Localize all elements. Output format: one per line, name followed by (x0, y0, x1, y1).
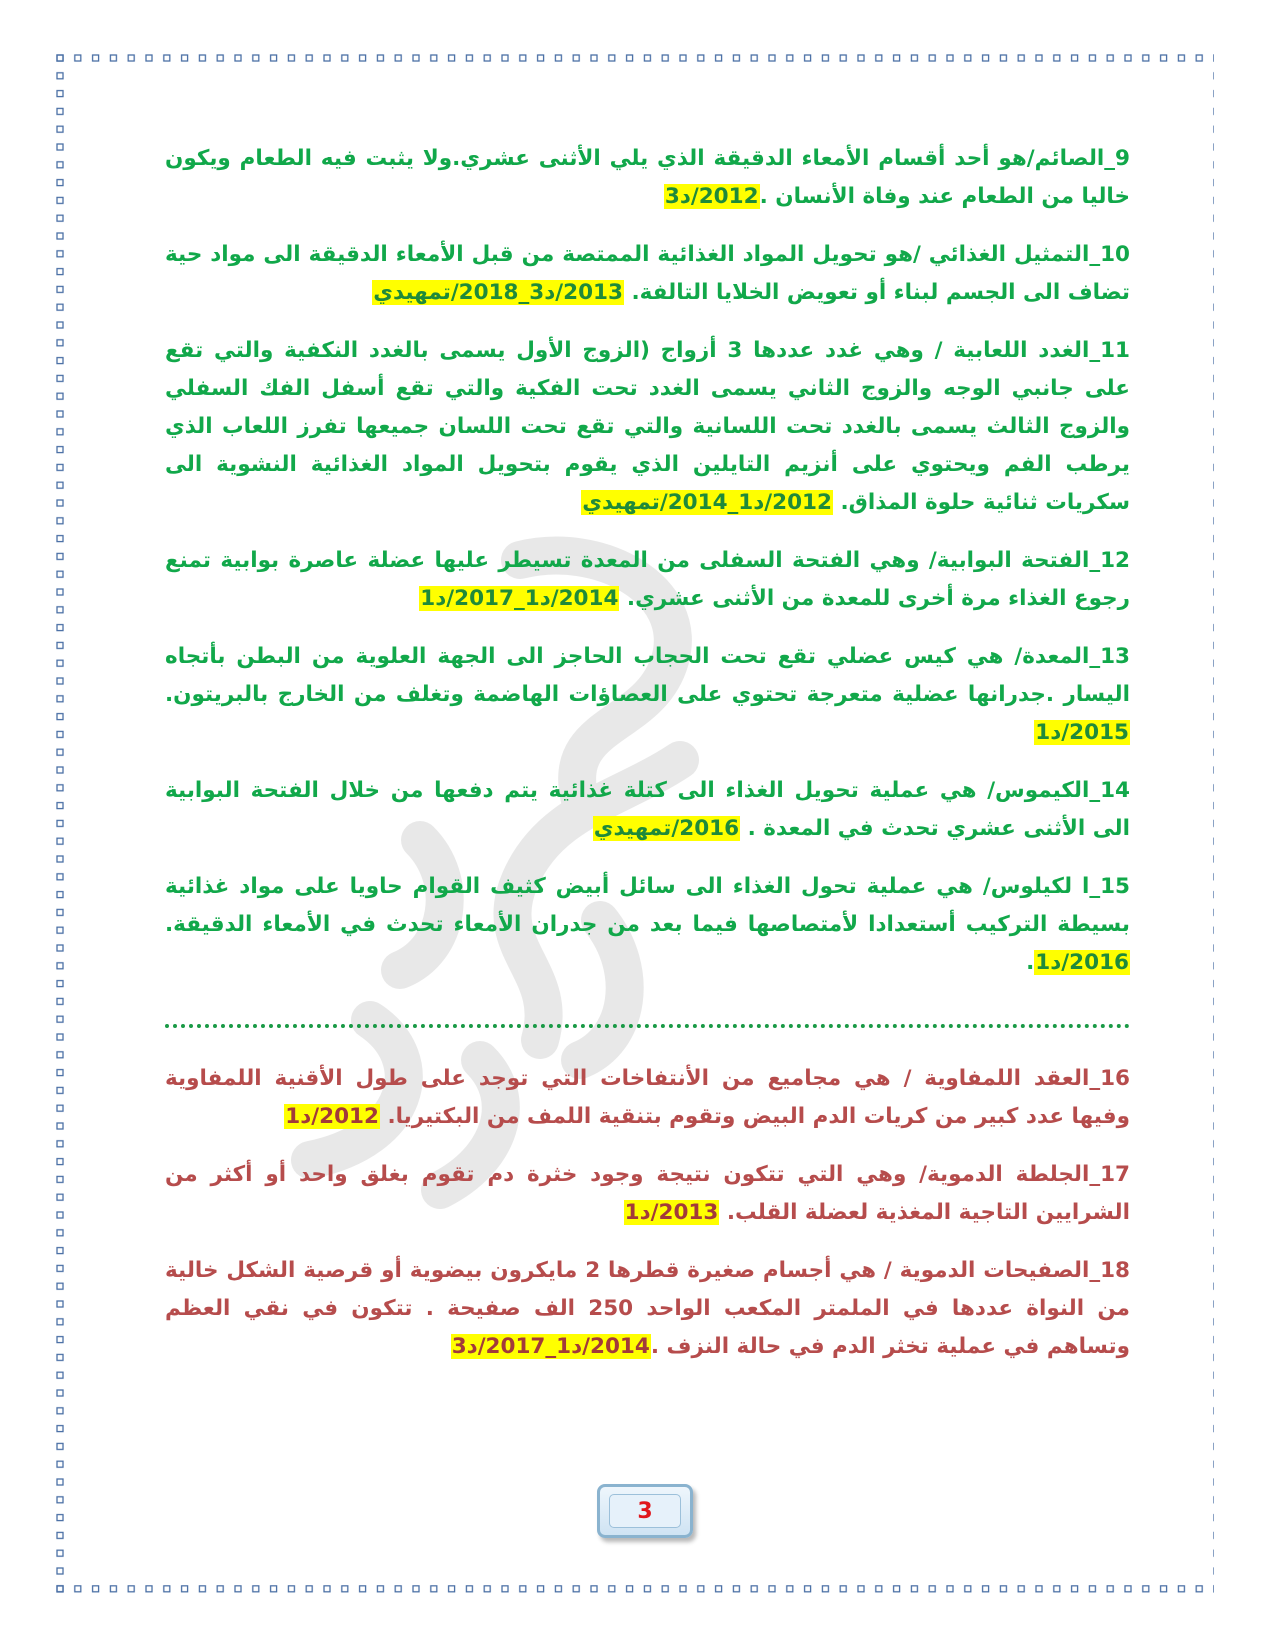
exam-year-tag: 2014/د1_2017/د1 (420, 586, 619, 611)
exam-year-tag: 2015/د1 (1035, 720, 1129, 745)
entry-text: 15_ا لكيلوس/ هي عملية تحول الغذاء الى سائل أبيض كثيف القوام حاويا على مواد غذائية بسيطة التركيب أستعدادا لأمتصاصها فيما بعد من جدران الأمعاء تحدث في الأمعاء الدقيقة. (165, 874, 1130, 937)
section-separator (165, 1014, 1130, 1028)
definition-entry-12 (165, 542, 1130, 618)
exam-year-tag: 2013/د1 (624, 1200, 719, 1225)
document-body (165, 140, 1130, 1386)
definition-entry-18 (165, 1252, 1130, 1366)
entry-text: 9_الصائم/هو أحد أقسام الأمعاء الدقيقة الذي يلي الأثنى عشري.ولا يثبت فيه الطعام ويكون خاليا من الطعام عند وفاة الأنسان . (165, 146, 1130, 209)
entry-text: 18_الصفيحات الدموية / هي أجسام صغيرة قطرها 2 مايكرون بيضوية أو قرصية الشكل خالية من النواة عددها في الملمتر المكعب الواحد 250 الف صفيحة . تتكون في نقي العظم وتساهم في عملية تخثر الدم في حالة النزف . (165, 1258, 1130, 1359)
definition-entry-17 (165, 1156, 1130, 1232)
definition-entry-11 (165, 332, 1130, 522)
exam-year-tag: 2012/د1 (285, 1104, 379, 1129)
definition-entry-15 (165, 868, 1130, 982)
definition-entry-14 (165, 772, 1130, 848)
entry-text: 13_المعدة/ هي كيس عضلي تقع تحت الحجاب الحاجز الى الجهة العلوية من البطن بأتجاه اليسار .جدرانها عضلية متعرجة تحتوي على العصاؤات الهاضمة وتغلف من الخارج بالبريتون. (165, 644, 1130, 707)
definition-entry-13 (165, 638, 1130, 752)
entry-text: 16_العقد اللمفاوية / هي مجاميع من الأنتفاخات التي توجد على طول الأقنية اللمفاوية وفيها عدد كبير من كريات الدم البيض وتقوم بتنقية اللمف من البكتيريا. (165, 1066, 1130, 1129)
page-number-badge (597, 1484, 693, 1538)
definition-entry-9 (165, 140, 1130, 216)
definition-entry-16 (165, 1060, 1130, 1136)
exam-year-tag: 2016/تمهيدي (593, 816, 740, 841)
exam-year-tag: 2012/د3 (664, 184, 759, 209)
entry-text: 12_الفتحة البوابية/ وهي الفتحة السفلى من المعدة تسيطر عليها عضلة عاصرة بوابية تمنع رجوع الغذاء مرة أخرى للمعدة من الأثنى عشري. (165, 548, 1130, 611)
entry-text: 10_التمثيل الغذائي /هو تحويل المواد الغذائية الممتصة من قبل الأمعاء الدقيقة الى مواد حية تضاف الى الجسم لبناء أو تعويض الخلايا التالفة. (165, 242, 1130, 305)
exam-year-tag: 2016/د1 (1035, 950, 1129, 975)
exam-year-tag: 2012/د1_2014/تمهيدي (582, 490, 832, 515)
entry-text: 11_الغدد اللعابية / وهي غدد عددها 3 أزواج (الزوج الأول يسمى بالغدد النكفية والتي تقع على جانبي الوجه والزوج الثاني يسمى الغدد تحت الفكية والتي تقع أسفل الفك السفلي والزوج الثالث يسمى بالغدد تحت اللسانية والتي تقع تحت اللسان جميعها تفرز اللعاب الذي يرطب الفم ويحتوي على أنزيم التايلين الذي يقوم بتحويل المواد الغذائية النشوية الى سكريات ثنائية حلوة المذاق. (165, 338, 1130, 515)
page-number: 3 (609, 1494, 681, 1528)
exam-year-tag: 2013/د3_2018/تمهيدي (373, 280, 623, 305)
exam-year-tag: 2014/د1_2017/د3 (451, 1334, 650, 1359)
definition-entry-10 (165, 236, 1130, 312)
entry-text: 17_الجلطة الدموية/ وهي التي تتكون نتيجة وجود خثرة دم تقوم بغلق واحد أو أكثر من الشرايين التاجية المغذية لعضلة القلب. (165, 1162, 1130, 1225)
entry-suffix: . (1026, 950, 1035, 975)
entry-text: 14_الكيموس/ هي عملية تحويل الغذاء الى كتلة غذائية يتم دفعها من خلال الفتحة البوابية الى الأثنى عشري تحدث في المعدة . (165, 778, 1130, 841)
